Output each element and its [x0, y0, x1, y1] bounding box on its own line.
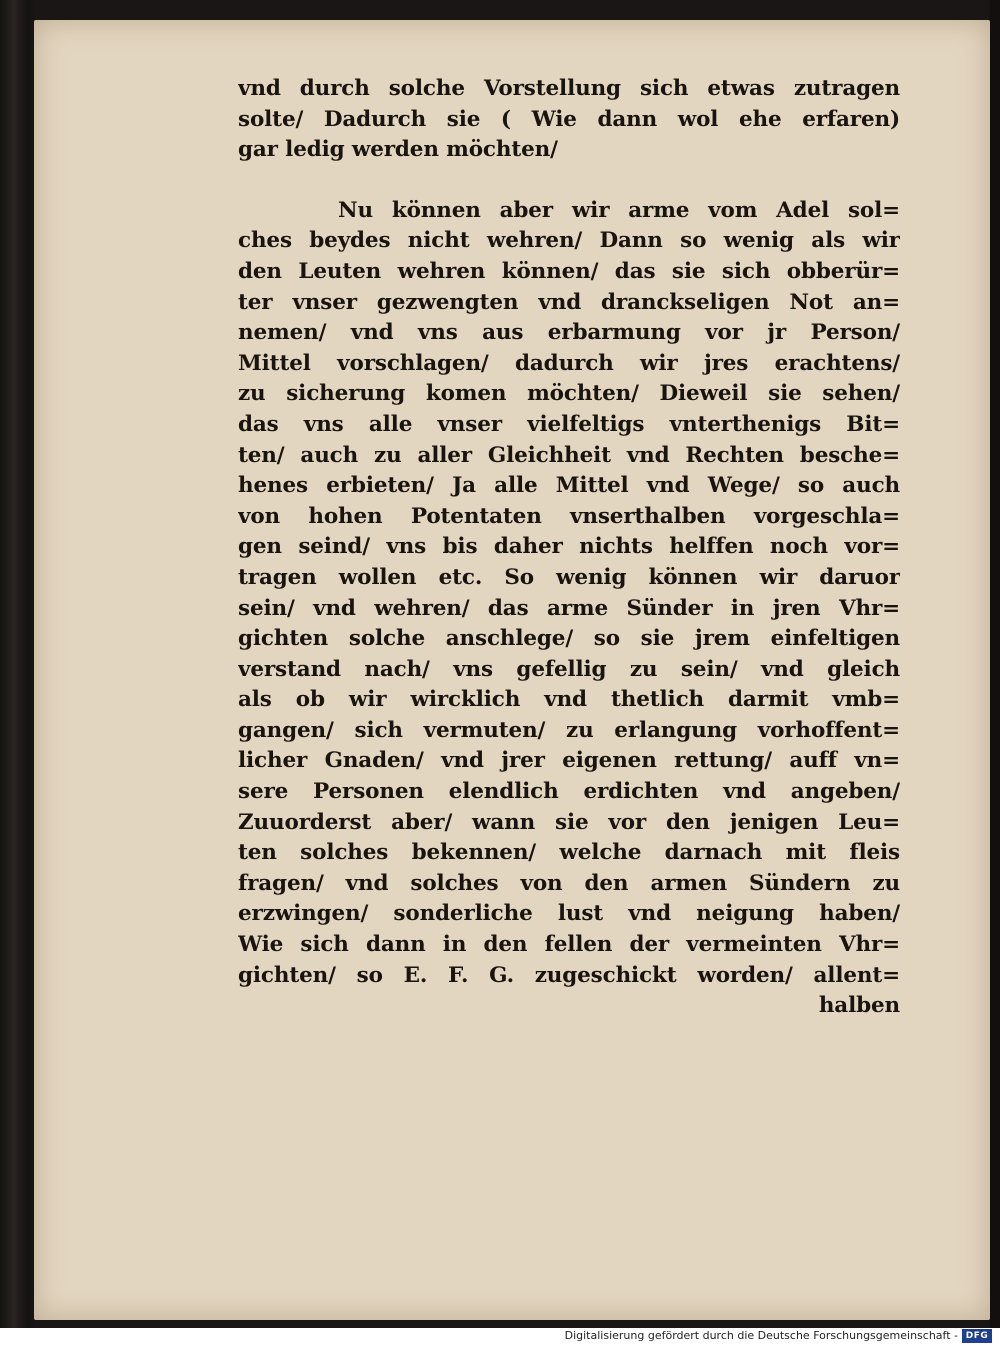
text-line: gar ledig werden möchten/ — [238, 137, 558, 163]
text-line: gen seind/ vns bis daher nichts helffen noch vor= — [238, 534, 900, 560]
text-line: licher Gnaden/ vnd jrer eigenen rettung/ auff vn= — [238, 748, 900, 774]
text-line: vnd durch solche Vorstellung sich etwas zutragen — [238, 76, 900, 101]
paragraph-continued — [238, 74, 900, 166]
funding-credit: Digitalisierung gefördert durch die Deutsche Forschungsgemeinschaft - — [564, 1329, 958, 1342]
text-line: sere Personen elendlich erdichten vnd angeben/ — [238, 779, 900, 805]
text-line: nemen/ vnd vns aus erbarmung vor jr Person/ — [238, 320, 900, 346]
text-line: den Leuten wehren können/ das sie sich obberür= — [238, 258, 900, 284]
text-line: ten solches bekennen/ welche darnach mit fleis — [238, 840, 900, 866]
text-line: ten/ auch zu aller Gleichheit vnd Rechten besche= — [238, 442, 900, 468]
footer-bar — [0, 1328, 1000, 1345]
text-line: als ob wir wircklich vnd thetlich darmit vmb= — [238, 687, 900, 713]
text-line: gichten solche anschlege/ so sie jrem einfeltigen — [238, 626, 900, 652]
text-line: von hohen Potentaten vnserthalben vorgeschla= — [238, 503, 900, 529]
page-text — [238, 74, 900, 1022]
text-line: gichten/ so E. F. G. zugeschickt worden/ allent= — [238, 962, 900, 988]
text-line: Wie sich dann in den fellen der vermeinten Vhr= — [238, 932, 900, 958]
text-line: verstand nach/ vns gefellig zu sein/ vnd gleich — [238, 656, 900, 682]
text-line: erzwingen/ sonderliche lust vnd neigung haben/ — [238, 901, 900, 927]
text-line: sein/ vnd wehren/ das arme Sünder in jren Vhr= — [238, 595, 900, 621]
scan-edge — [990, 0, 1000, 1328]
text-line: tragen wollen etc. So wenig können wir daruor — [238, 564, 900, 590]
text-line: fragen/ vnd solches von den armen Sündern zu — [238, 870, 900, 896]
text-line: Mittel vorschlagen/ dadurch wir jres erachtens/ — [238, 350, 900, 376]
text-line: Nu können aber wir arme vom Adel sol= — [338, 197, 900, 223]
text-line: solte/ Dadurch sie ( Wie dann wol ehe erfaren) — [238, 106, 900, 132]
text-line: ches beydes nicht wehren/ Dann so wenig als wir — [238, 228, 900, 254]
text-line: gangen/ sich vermuten/ zu erlangung vorhoffent= — [238, 717, 900, 743]
paragraph-main — [238, 196, 900, 991]
text-line: das vns alle vnser vielfeltigs vnterthenigs Bit= — [238, 411, 900, 437]
text-line: henes erbieten/ Ja alle Mittel vnd Wege/ so auch — [238, 473, 900, 499]
text-line: zu sicherung komen möchten/ Dieweil sie sehen/ — [238, 381, 900, 407]
catchword: halben — [818, 993, 900, 1019]
paragraph-gap — [238, 166, 900, 196]
text-line: Zuuorderst aber/ wann sie vor den jenigen Leu= — [238, 809, 900, 835]
text-line: ter vnser gezwengten vnd dranckseligen Not an= — [238, 289, 900, 315]
dfg-logo: DFG — [962, 1329, 992, 1343]
